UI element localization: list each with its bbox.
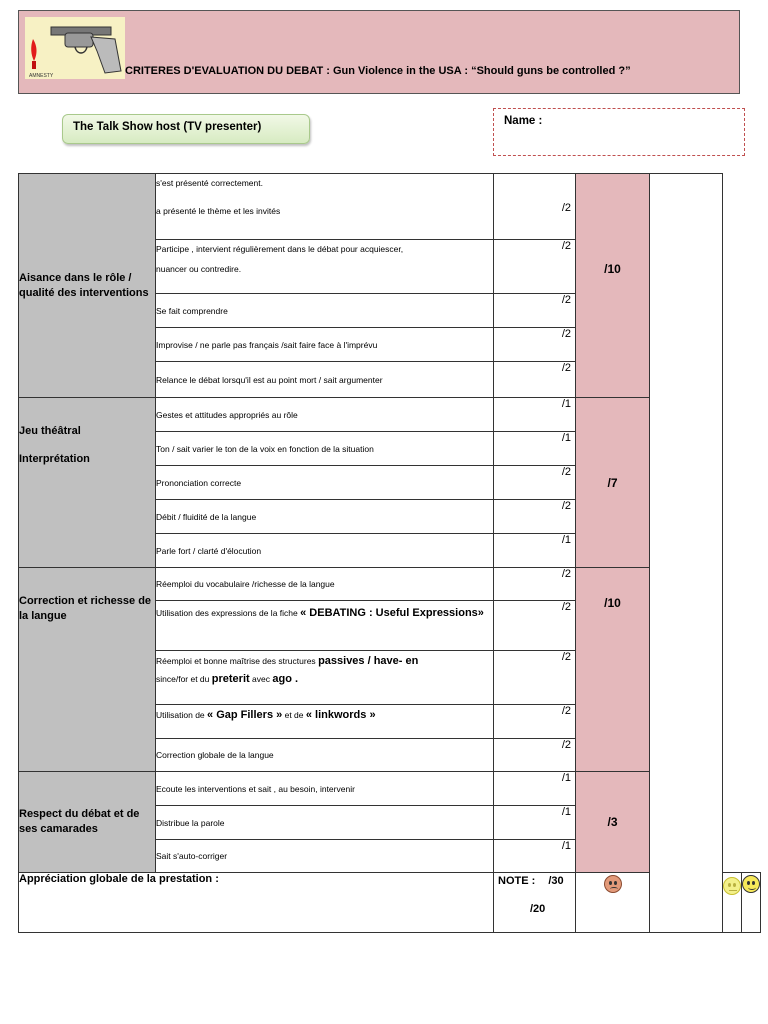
neutral-face-icon	[723, 877, 741, 895]
criteria-row	[19, 398, 761, 432]
section-total: /10	[576, 568, 650, 772]
score-cell: /2	[494, 601, 576, 651]
score-cell: /2	[494, 651, 576, 705]
global-appreciation-label: Appréciation globale de la prestation :	[19, 873, 494, 933]
criteria-cell: Correction globale de la langue	[156, 739, 494, 772]
score-cell: /1	[494, 840, 576, 873]
logo-text: AMNESTY	[29, 73, 54, 79]
note-label: NOTE :	[498, 875, 536, 887]
section-total: /3	[576, 772, 650, 873]
criteria-cell: Ecoute les interventions et sait , au besoin, intervenir	[156, 772, 494, 806]
score-cell: /1	[494, 806, 576, 840]
score-cell: /2	[494, 500, 576, 534]
category-cell: Aisance dans le rôle / qualité des interventions	[19, 174, 156, 398]
criteria-cell: Improvise / ne parle pas français /sait faire face à l'imprévu	[156, 328, 494, 362]
name-label: Name :	[504, 115, 543, 127]
criteria-row	[19, 174, 761, 240]
category-cell: Respect du débat et de ses camarades	[19, 772, 156, 873]
criteria-cell: Gestes et attitudes appropriés au rôle	[156, 398, 494, 432]
gun-logo-image	[25, 17, 125, 79]
note-20: /20	[530, 903, 546, 915]
note-30: /30	[548, 875, 564, 887]
criteria-cell: Réemploi et bonne maîtrise des structures passives / have- en since/for et du preterit avec ago .	[156, 651, 494, 705]
sad-face-cell[interactable]	[576, 873, 650, 933]
score-cell: /1	[494, 534, 576, 568]
criteria-cell: Utilisation des expressions de la fiche « DEBATING : Useful Expressions»	[156, 601, 494, 651]
section-total: /7	[576, 398, 650, 568]
role-label: The Talk Show host (TV presenter)	[62, 114, 310, 144]
score-cell: /2	[494, 362, 576, 398]
score-cell: /2	[494, 466, 576, 500]
sad-face-icon	[604, 875, 622, 893]
criteria-cell: s'est présenté correctement. a présenté le thème et les invités	[156, 174, 494, 240]
criteria-cell: Relance le débat lorsqu'il est au point mort / sait argumenter	[156, 362, 494, 398]
evaluation-table	[18, 173, 761, 933]
score-cell: /1	[494, 772, 576, 806]
criteria-row	[19, 568, 761, 601]
note-cell	[494, 873, 576, 933]
score-cell: /2	[494, 705, 576, 739]
footer-row	[19, 873, 761, 933]
neutral-face-cell[interactable]	[723, 873, 742, 933]
name-field[interactable]	[493, 108, 745, 156]
score-cell: /2	[494, 568, 576, 601]
page-title: CRITERES D'EVALUATION DU DEBAT : Gun Violence in the USA : “Should guns be controlled ?”	[125, 65, 631, 77]
criteria-cell: Prononciation correcte	[156, 466, 494, 500]
score-cell: /2	[494, 294, 576, 328]
criteria-cell: Parle fort / clarté d'élocution	[156, 534, 494, 568]
score-cell: /2	[494, 328, 576, 362]
criteria-row	[19, 772, 761, 806]
score-cell: /1	[494, 432, 576, 466]
criteria-cell: Débit / fluidité de la langue	[156, 500, 494, 534]
criteria-cell: Participe , intervient régulièrement dans le débat pour acquiescer, nuancer ou contredire.	[156, 240, 494, 294]
criteria-cell: Utilisation de « Gap Fillers » et de « linkwords »	[156, 705, 494, 739]
score-cell: /2	[494, 174, 576, 240]
criteria-cell: Distribue la parole	[156, 806, 494, 840]
happy-face-icon	[742, 875, 760, 893]
score-cell: /1	[494, 398, 576, 432]
category-cell: Correction et richesse de la langue	[19, 568, 156, 772]
criteria-cell: Ton / sait varier le ton de la voix en fonction de la situation	[156, 432, 494, 466]
section-total: /10	[576, 174, 650, 398]
category-cell: Jeu théâtral Interprétation	[19, 398, 156, 568]
score-cell: /2	[494, 739, 576, 772]
page-header	[18, 10, 740, 94]
criteria-cell: Sait s'auto-corriger	[156, 840, 494, 873]
criteria-cell: Réemploi du vocabulaire /richesse de la langue	[156, 568, 494, 601]
revolver-icon	[25, 17, 125, 79]
happy-face-cell[interactable]	[742, 873, 761, 933]
criteria-cell: Se fait comprendre	[156, 294, 494, 328]
score-cell: /2	[494, 240, 576, 294]
